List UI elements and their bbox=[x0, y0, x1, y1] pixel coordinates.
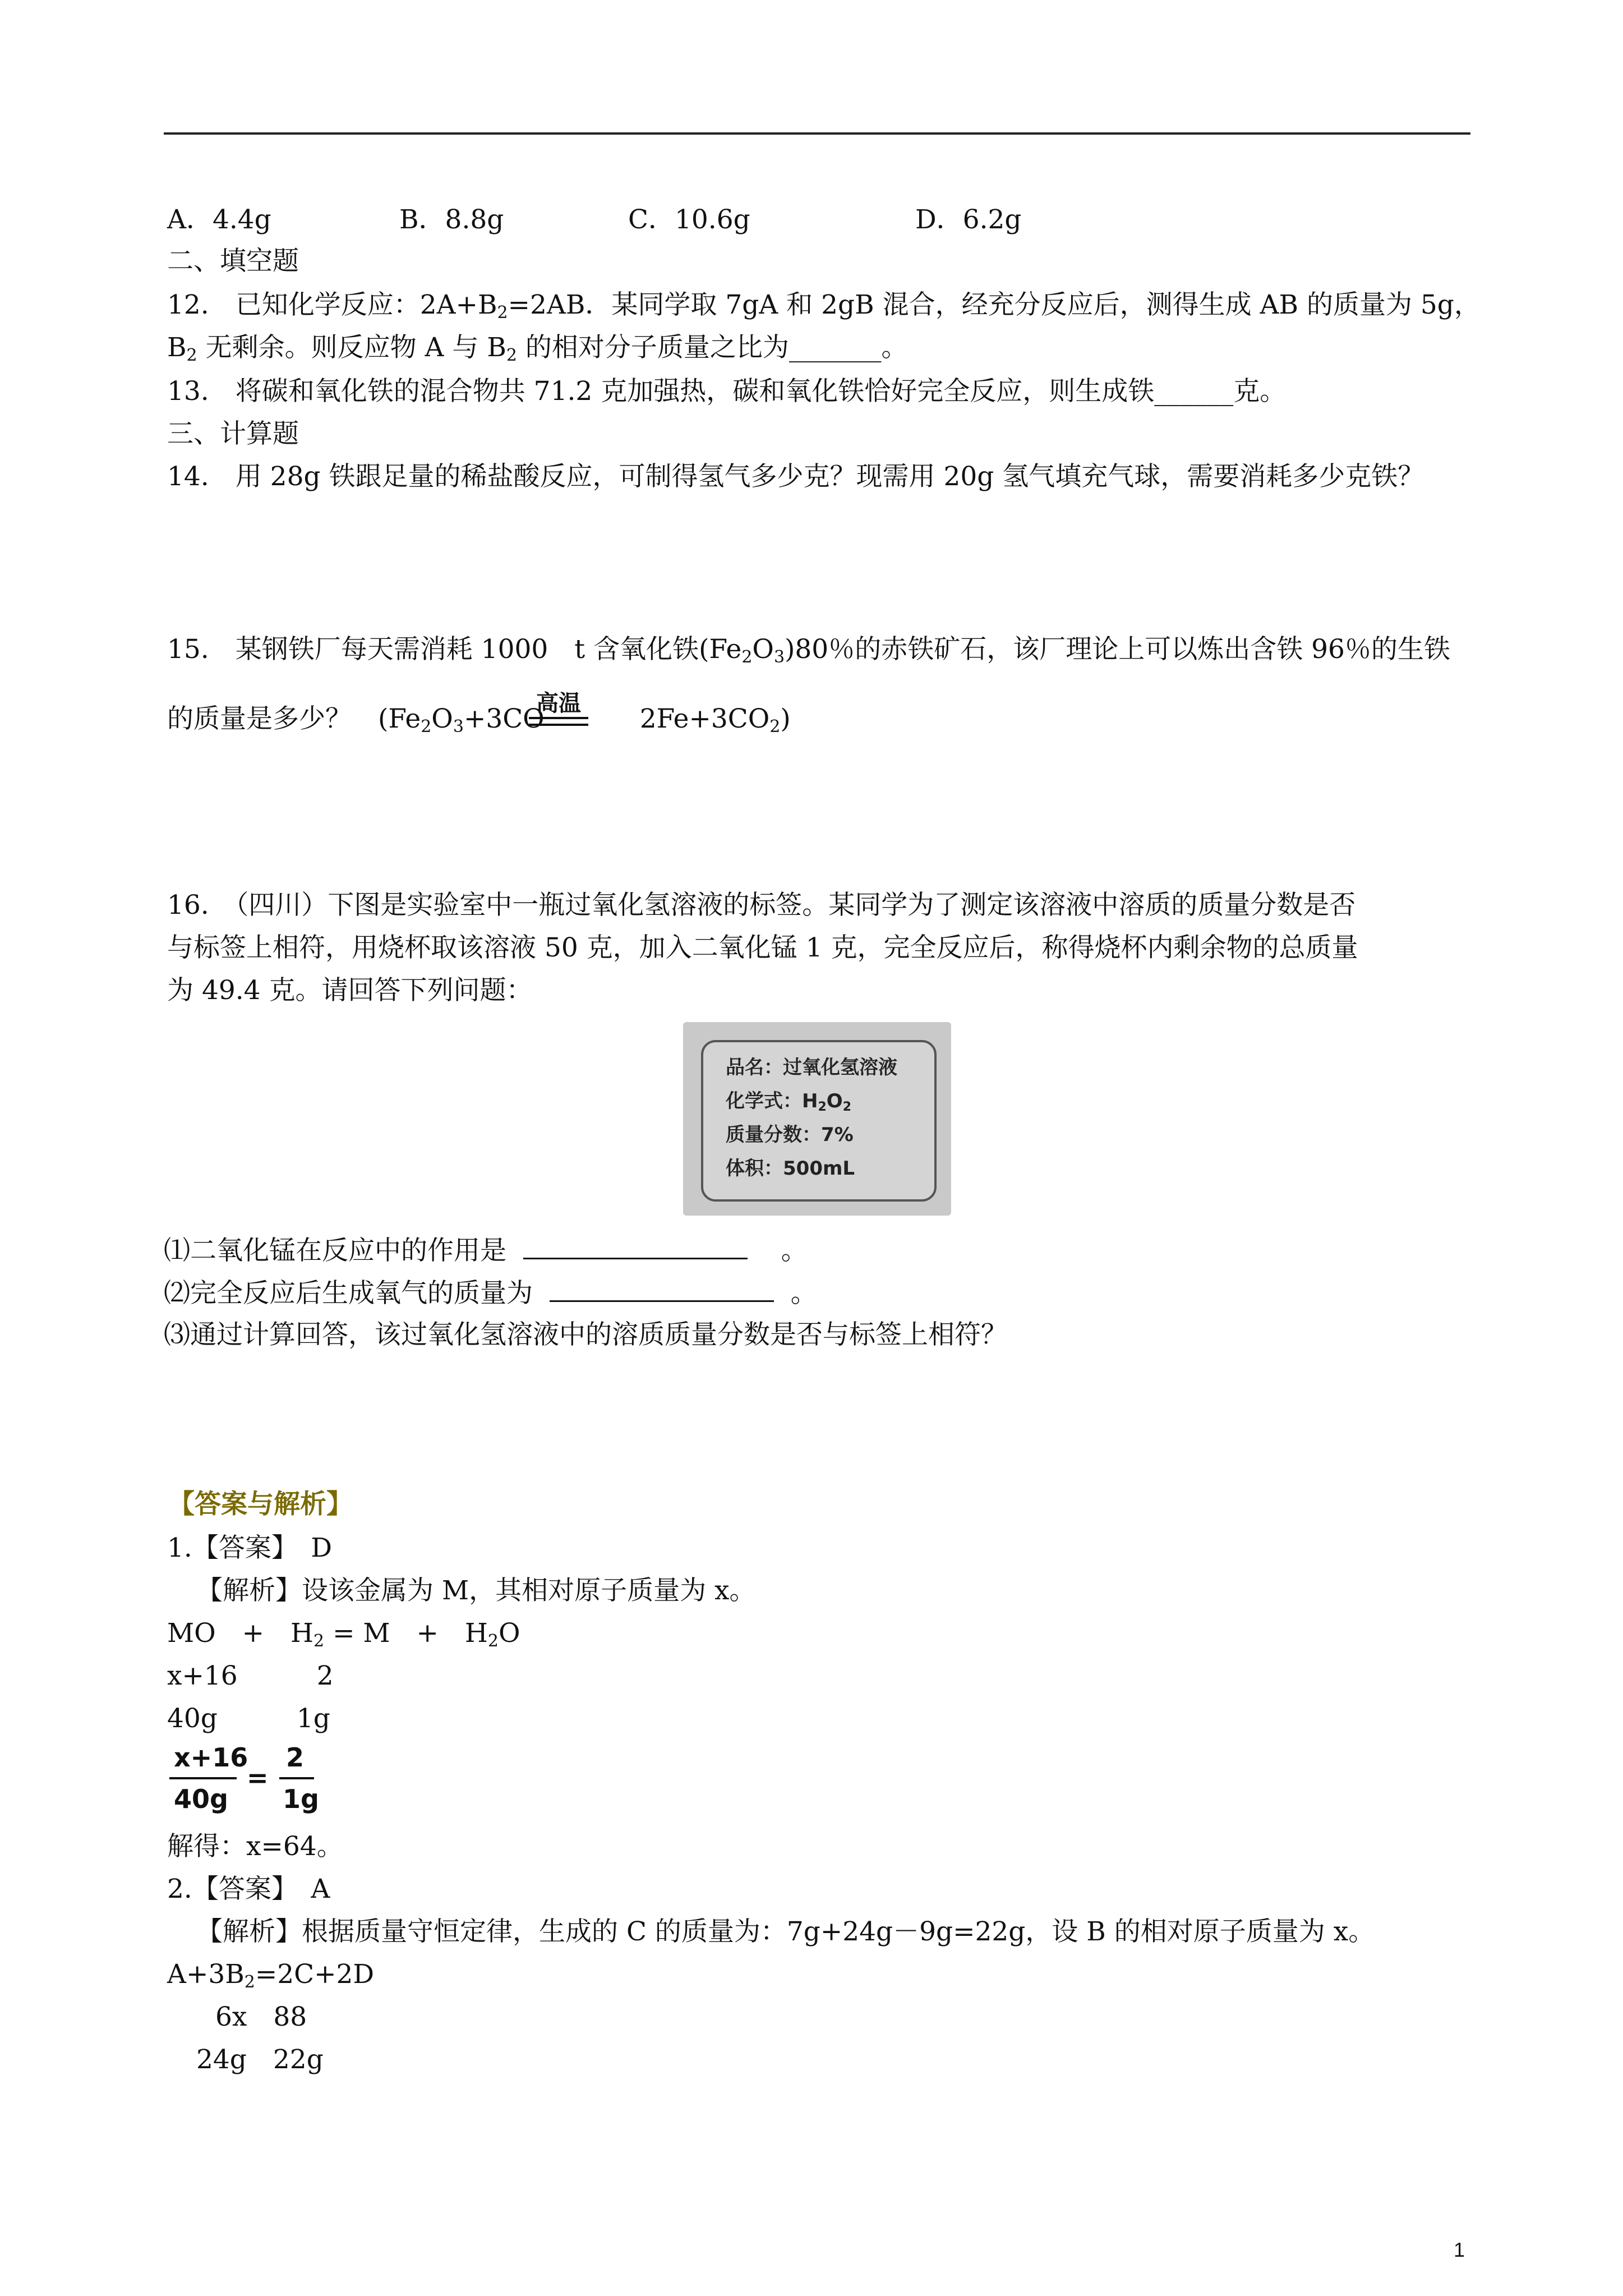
q12-answer-blank: _______ bbox=[789, 332, 882, 363]
a1-row2: 40g 1g bbox=[167, 1703, 330, 1734]
q16-sub3: ⑶通过计算回答，该过氧化氢溶液中的溶质质量分数是否与标签上相符？ bbox=[164, 1319, 1007, 1350]
q16-sub2-blank[interactable] bbox=[550, 1276, 774, 1302]
frac-denominator-1: 40g bbox=[174, 1784, 228, 1814]
q16-sub1-blank[interactable] bbox=[523, 1233, 748, 1259]
fraction-bar bbox=[169, 1777, 237, 1779]
a2-analysis: 【解析】根据质量守恒定律，生成的 C 的质量为：7g+24g－9g=22g，设 B 的相对原子质量为 x。 bbox=[196, 1916, 1375, 1947]
a1-equation: MO + $H_2 = M$ + $H_2O$ bbox=[167, 1618, 520, 1651]
q16-sub2: ⑵完全反应后生成氧气的质量为 。 bbox=[164, 1276, 817, 1310]
a1-result: 解得：x=64。 bbox=[167, 1831, 343, 1862]
frac-equals: = bbox=[247, 1763, 269, 1793]
a1-row1: x+16 2 bbox=[167, 1660, 334, 1691]
section-fill-blank-heading: 二、填空题 bbox=[167, 246, 299, 277]
q12-line2: $B_2$ 无剩余。则反应物 A 与 $B_2$ 的相对分子质量之比为_______。 bbox=[167, 332, 908, 365]
q16-line2: 与标签上相符，用烧杯取该溶液 50 克，加入二氧化锰 1 克，完全反应后，称得烧杯内剩余物的总质量 bbox=[167, 932, 1358, 963]
q14-text: 14. 用 28g 铁跟足量的稀盐酸反应，可制得氢气多少克？现需用 20g 氢气填充气球，需要消耗多少克铁？ bbox=[167, 461, 1424, 492]
fraction-bar bbox=[279, 1777, 314, 1779]
option-b: B．8.8g bbox=[399, 204, 504, 235]
header-rule bbox=[164, 132, 1470, 135]
a2-equation: $A+3B_2=2C+2D$ bbox=[167, 1959, 375, 1992]
a2-answer: 2.【答案】 A bbox=[167, 1874, 330, 1904]
q15-line1: 15. 某钢铁厂每天需消耗 1000 t 含氧化铁$(Fe_2O_3)80$％的赤铁矿石，该厂理论上可以炼出含铁 96％的生铁 bbox=[167, 634, 1450, 667]
frac-numerator-1: x+16 bbox=[174, 1742, 248, 1773]
label-product-name: 品名：过氧化氢溶液 bbox=[726, 1056, 897, 1079]
a1-answer: 1.【答案】 D bbox=[167, 1533, 333, 1563]
page-number: 1 bbox=[1454, 2238, 1465, 2261]
reaction-condition-high-temp: 高温 bbox=[529, 691, 588, 726]
a1-analysis: 【解析】设该金属为 M，其相对原子质量为 x。 bbox=[196, 1575, 756, 1606]
option-a: A．4.4g bbox=[167, 204, 271, 235]
q16-sub1: ⑴二氧化锰在反应中的作用是 。 bbox=[164, 1233, 808, 1268]
frac-denominator-2: 1g bbox=[283, 1784, 319, 1814]
a2-row2: 24g 22g bbox=[196, 2044, 324, 2075]
q12-line1: 12. 已知化学反应：$2A+B_2=2AB$．某同学取 7gA 和 2gB 混合，经充分反应后，测得生成 AB 的质量为 5g， bbox=[167, 289, 1481, 323]
q15-line2: 的质量是多少？ ($Fe_2O_3+3CO$ $2Fe+3CO_2$) bbox=[167, 703, 791, 737]
option-d: D．6.2g bbox=[915, 204, 1022, 235]
equals-sign-icon bbox=[529, 717, 588, 726]
q13-answer-blank: ______ bbox=[1154, 376, 1234, 407]
answers-heading: 【答案与解析】 bbox=[168, 1489, 353, 1520]
a2-row1: 6x 88 bbox=[215, 2001, 307, 2032]
option-c: C．10.6g bbox=[628, 204, 750, 235]
q16-line3: 为 49.4 克。请回答下列问题： bbox=[167, 975, 533, 1006]
bottle-label-image bbox=[683, 1022, 951, 1216]
label-formula: 化学式：$H_2O_2$ bbox=[726, 1090, 851, 1114]
bottle-label-frame bbox=[701, 1040, 937, 1202]
frac-numerator-2: 2 bbox=[286, 1742, 305, 1773]
label-mass-fraction: 质量分数：7% bbox=[726, 1124, 854, 1146]
label-volume: 体积：500mL bbox=[726, 1157, 855, 1180]
q13-text: 13. 将碳和氧化铁的混合物共 71.2 克加强热，碳和氧化铁恰好完全反应，则生成铁______克。 bbox=[167, 376, 1287, 407]
section-calc-heading: 三、计算题 bbox=[167, 418, 299, 449]
q16-line1: 16. （四川）下图是实验室中一瓶过氧化氢溶液的标签。某同学为了测定该溶液中溶质的质量分数是否 bbox=[167, 890, 1356, 921]
